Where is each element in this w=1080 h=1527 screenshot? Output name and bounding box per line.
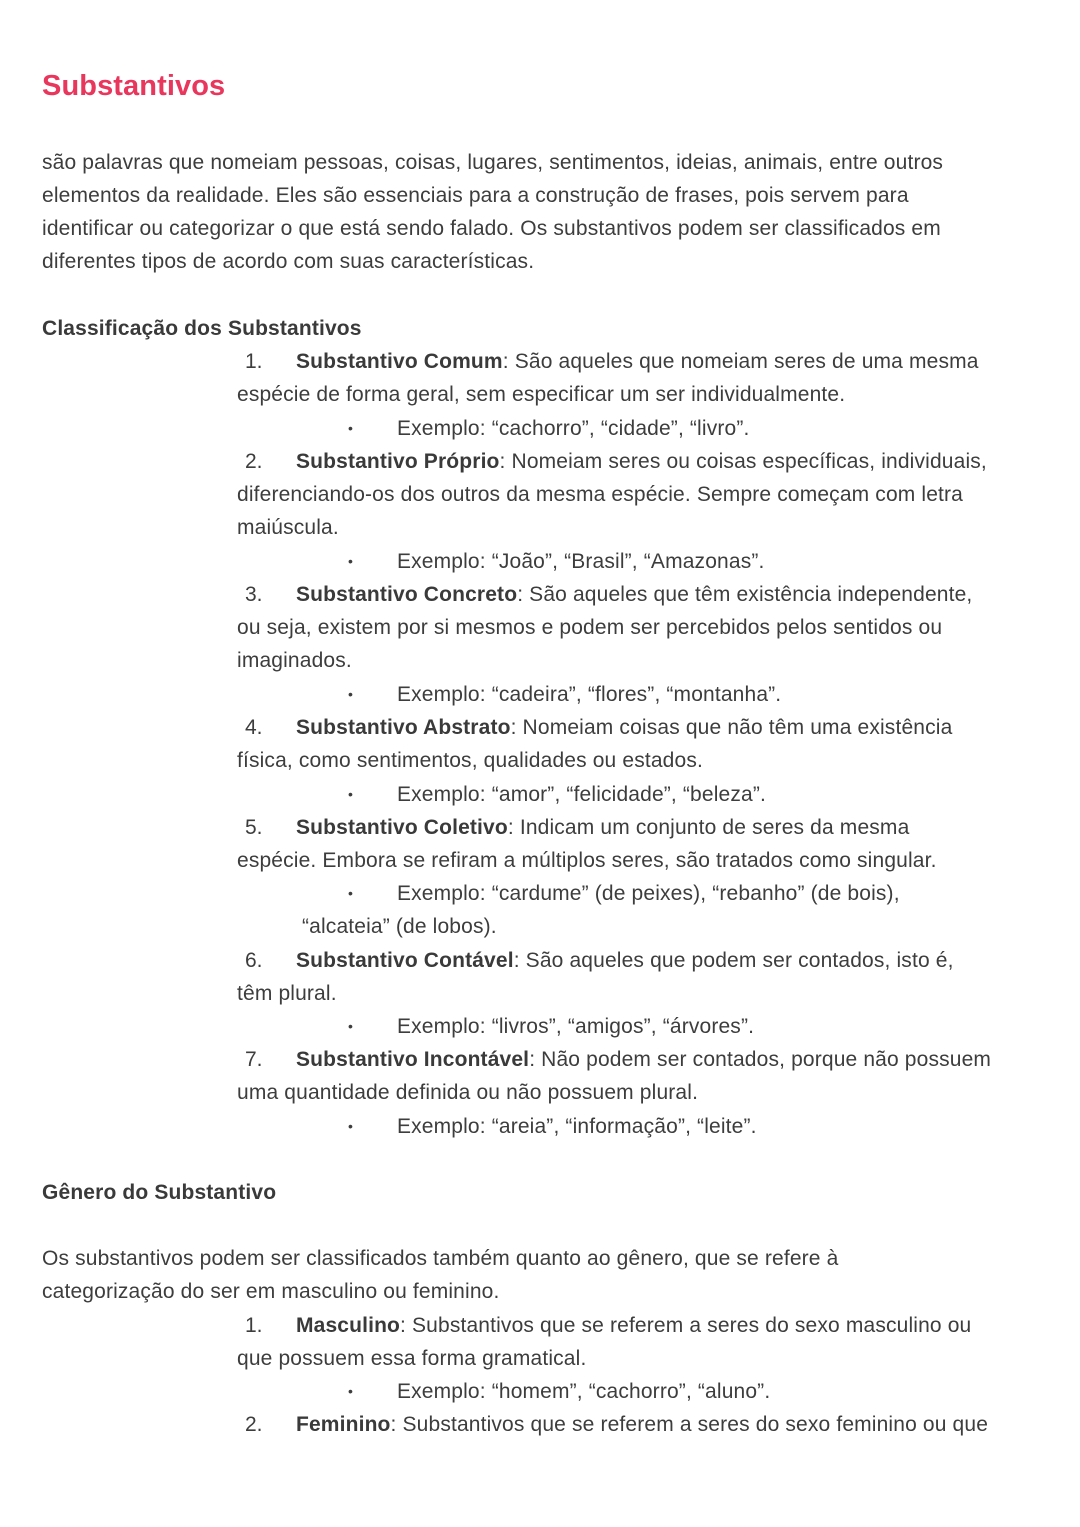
example-text: Exemplo: “areia”, “informação”, “leite”. xyxy=(397,1115,757,1138)
list-number: 4. xyxy=(245,716,263,739)
example-text: Exemplo: “cachorro”, “cidade”, “livro”. xyxy=(397,417,750,440)
list-item-continuation: física, como sentimentos, qualidades ou estados. xyxy=(237,749,703,772)
section-heading-classificacao: Classificação dos Substantivos xyxy=(42,317,362,340)
definition: : São aqueles que têm existência independente, xyxy=(517,583,973,606)
list-number: 2. xyxy=(245,1413,263,1436)
definition: : Nomeiam coisas que não têm uma existência xyxy=(510,716,953,739)
genero-intro-line: Os substantivos podem ser classificados também quanto ao gênero, que se refere à xyxy=(42,1247,839,1270)
bullet-icon: • xyxy=(348,885,353,901)
term: Masculino xyxy=(296,1314,401,1337)
term: Substantivo Comum xyxy=(296,350,503,373)
bullet-icon: • xyxy=(348,1118,353,1134)
example-text: Exemplo: “João”, “Brasil”, “Amazonas”. xyxy=(397,550,765,573)
term: Substantivo Coletivo xyxy=(296,816,508,839)
example-text: Exemplo: “amor”, “felicidade”, “beleza”. xyxy=(397,783,766,806)
list-item-continuation: que possuem essa forma gramatical. xyxy=(237,1347,587,1370)
bullet-icon: • xyxy=(348,1018,353,1034)
page-title: Substantivos xyxy=(42,70,226,102)
intro-line: diferentes tipos de acordo com suas características. xyxy=(42,250,535,273)
definition: : São aqueles que podem ser contados, isto é, xyxy=(513,949,954,972)
definition: : São aqueles que nomeiam seres de uma mesma xyxy=(502,350,979,373)
term: Substantivo Concreto xyxy=(296,583,518,606)
list-number: 2. xyxy=(245,450,263,473)
list-item-continuation: uma quantidade definida ou não possuem plural. xyxy=(237,1081,699,1104)
term: Substantivo Incontável xyxy=(296,1048,530,1071)
example-text: Exemplo: “cardume” (de peixes), “rebanho” (de bois), xyxy=(397,882,900,905)
example-text: Exemplo: “homem”, “cachorro”, “aluno”. xyxy=(397,1380,771,1403)
list-number: 6. xyxy=(245,949,263,972)
list-item-continuation: maiúscula. xyxy=(237,516,339,539)
example-text: Exemplo: “livros”, “amigos”, “árvores”. xyxy=(397,1015,755,1038)
list-item-first-line xyxy=(296,445,987,478)
section-heading-genero: Gênero do Substantivo xyxy=(42,1181,277,1204)
intro-line: identificar ou categorizar o que está sendo falado. Os substantivos podem ser classificados em xyxy=(42,217,941,240)
list-number: 3. xyxy=(245,583,263,606)
list-number: 7. xyxy=(245,1048,263,1071)
definition: : Substantivos que se referem a seres do sexo feminino ou que xyxy=(390,1413,989,1436)
list-number: 5. xyxy=(245,816,263,839)
example-continuation: “alcateia” (de lobos). xyxy=(302,915,497,938)
list-item-first-line xyxy=(296,345,979,378)
term: Substantivo Próprio xyxy=(296,450,500,473)
list-item-first-line xyxy=(296,1043,991,1076)
list-item-continuation: espécie de forma geral, sem especificar um ser individualmente. xyxy=(237,383,846,406)
bullet-icon: • xyxy=(348,553,353,569)
list-item-continuation: ou seja, existem por si mesmos e podem ser percebidos pelos sentidos ou xyxy=(237,616,943,639)
list-item-continuation: imaginados. xyxy=(237,649,352,672)
definition: : Não podem ser contados, porque não possuem xyxy=(529,1048,992,1071)
list-item-first-line xyxy=(296,1408,988,1441)
term: Feminino xyxy=(296,1413,391,1436)
list-item-first-line xyxy=(296,811,909,844)
list-item-continuation: espécie. Embora se refiram a múltiplos seres, são tratados como singular. xyxy=(237,849,937,872)
definition: : Indicam um conjunto de seres da mesma xyxy=(507,816,910,839)
intro-line: elementos da realidade. Eles são essenciais para a construção de frases, pois servem para xyxy=(42,184,909,207)
term: Substantivo Contável xyxy=(296,949,514,972)
list-item-first-line xyxy=(296,1309,971,1342)
list-item-continuation: têm plural. xyxy=(237,982,337,1005)
list-item-first-line xyxy=(296,944,954,977)
term: Substantivo Abstrato xyxy=(296,716,511,739)
intro-line: são palavras que nomeiam pessoas, coisas, lugares, sentimentos, ideias, animais, entre outros xyxy=(42,151,944,174)
definition: : Nomeiam seres ou coisas específicas, individuais, xyxy=(499,450,987,473)
bullet-icon: • xyxy=(348,786,353,802)
bullet-icon: • xyxy=(348,420,353,436)
list-number: 1. xyxy=(245,1314,263,1337)
list-item-continuation: diferenciando-os dos outros da mesma espécie. Sempre começam com letra xyxy=(237,483,963,506)
bullet-icon: • xyxy=(348,1383,353,1399)
list-item-first-line xyxy=(296,578,972,611)
list-item-first-line xyxy=(296,711,952,744)
example-text: Exemplo: “cadeira”, “flores”, “montanha”. xyxy=(397,683,782,706)
genero-intro-line: categorização do ser em masculino ou feminino. xyxy=(42,1280,500,1303)
bullet-icon: • xyxy=(348,686,353,702)
definition: : Substantivos que se referem a seres do sexo masculino ou xyxy=(400,1314,972,1337)
list-number: 1. xyxy=(245,350,263,373)
